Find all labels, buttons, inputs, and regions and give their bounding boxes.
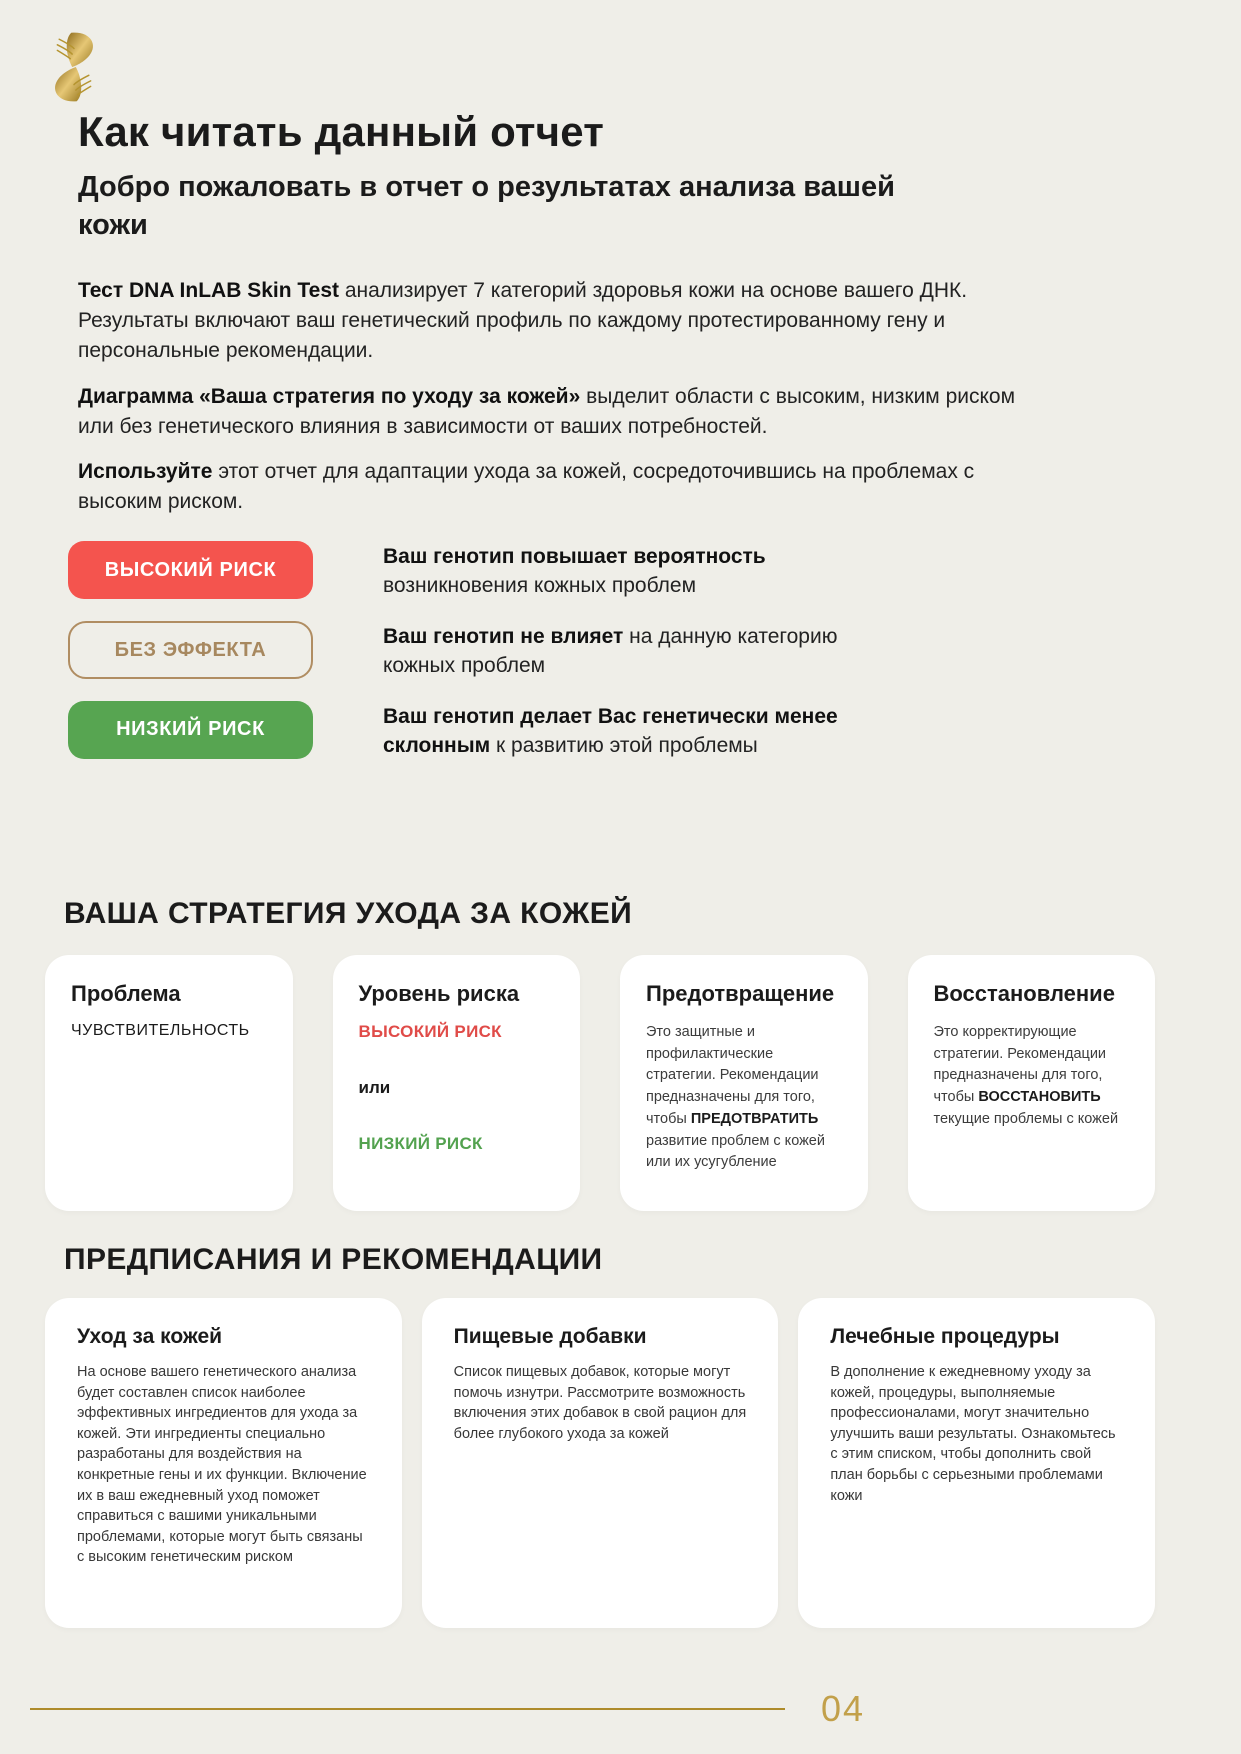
intro-paragraph-2-text: выделит области с высоким, низким риском или без генетического влияния в зависимости от ваших потребностей. xyxy=(78,384,1016,438)
strategy-card-problem xyxy=(45,955,293,1211)
intro-paragraph-3 xyxy=(78,457,1028,517)
legend-row-no-effect xyxy=(68,621,1155,681)
footer-divider xyxy=(30,1708,785,1711)
intro-paragraph-3-lead: Используйте xyxy=(78,460,213,484)
strategy-cards xyxy=(45,955,1155,1211)
intro-paragraph-1-lead: Тест DNA InLAB Skin Test xyxy=(78,279,339,303)
or-label: или xyxy=(358,1077,391,1097)
treatments-body: В дополнение к ежедневному уходу за кожей, процедуры, выполняемые профессионалами, могут значительно улучшить ваши результаты. Ознакомьтесь с этим списком, чтобы дополнить свой план борьбы с серьезными проблемами кожи xyxy=(830,1364,1116,1504)
no-effect-description xyxy=(383,623,863,681)
prevention-body-pre: Это защитные и профилактические стратегии. Рекомендации предназначены для того, чтобы xyxy=(646,1023,819,1127)
risk-level-high-label: ВЫСОКИЙ РИСК xyxy=(358,1021,502,1041)
high-risk-description xyxy=(383,543,863,601)
prescription-card-skincare xyxy=(45,1298,402,1628)
prevention-body-bold: ПРЕДОТВРАТИТЬ xyxy=(690,1110,819,1127)
problem-value: ЧУВСТВИТЕЛЬНОСТЬ xyxy=(71,1021,250,1039)
low-risk-description-bold: Ваш генотип делает Вас генетически менее склонным xyxy=(383,704,838,757)
no-effect-description-bold: Ваш генотип не влияет xyxy=(383,625,624,649)
page-footer xyxy=(0,1688,1241,1730)
low-risk-badge: НИЗКИЙ РИСК xyxy=(68,701,313,759)
section-title-strategy: ВАША СТРАТЕГИЯ УХОДА ЗА КОЖЕЙ xyxy=(64,896,633,930)
prevention-body-post: развитие проблем с кожей или их усугубление xyxy=(646,1132,825,1171)
intro-paragraph-1-text: анализирует 7 категорий здоровья кожи на основе вашего ДНК. Результаты включают ваш генетический профиль по каждому протестированному гену и персональные рекомендации. xyxy=(78,279,968,363)
skincare-body: На основе вашего генетического анализа будет составлен список наиболее эффективных ингредиентов для ухода за кожей. Эти ингредиенты специально разработаны для воздействия на конкретные гены и их функции. Включение их в ваш ежедневный уход поможет справиться с вашими уникальными проблемами, которые могут быть связаны с высоким генетическим риском xyxy=(77,1364,367,1566)
page-subtitle: Добро пожаловать в отчет о результатах анализа вашей кожи xyxy=(78,171,895,241)
prescription-card-supplements xyxy=(422,1298,779,1628)
intro-paragraph-2-lead: Диаграмма «Ваша стратегия по уходу за кожей» xyxy=(78,384,581,408)
legend-row-low-risk xyxy=(68,701,1155,761)
restoration-body-post: текущие проблемы с кожей xyxy=(933,1110,1119,1127)
strategy-card-restoration xyxy=(908,955,1156,1211)
risk-level-low-label: НИЗКИЙ РИСК xyxy=(358,1133,483,1153)
card-title: Проблема xyxy=(71,981,181,1007)
intro-paragraph-2 xyxy=(78,382,1028,442)
high-risk-description-bold: Ваш генотип повышает вероятность xyxy=(383,545,766,569)
intro-paragraph-3-text: этот отчет для адаптации ухода за кожей, сосредоточившись на проблемах с высоким риском. xyxy=(78,460,975,514)
card-title: Предотвращение xyxy=(646,981,835,1007)
low-risk-description-rest: к развитию этой проблемы xyxy=(490,733,758,757)
high-risk-description-rest: возникновения кожных проблем xyxy=(383,574,697,598)
prescription-card-treatments xyxy=(798,1298,1155,1628)
legend-row-high-risk xyxy=(68,541,1155,601)
no-effect-badge: БЕЗ ЭФФЕКТА xyxy=(68,621,313,679)
restoration-body xyxy=(934,1022,1132,1131)
dna-helix-icon xyxy=(45,30,103,104)
prevention-body xyxy=(646,1022,844,1174)
card-title: Уровень риска xyxy=(358,981,520,1007)
prescription-cards xyxy=(45,1298,1155,1628)
card-title: Пищевые добавки xyxy=(453,1324,647,1348)
supplements-body: Список пищевых добавок, которые могут помочь изнутри. Рассмотрите возможность включения этих добавок в свой рацион для более глубокого ухода за кожей xyxy=(453,1364,747,1442)
low-risk-description xyxy=(383,703,863,761)
card-title: Уход за кожей xyxy=(77,1324,223,1348)
strategy-card-risk-level xyxy=(333,955,581,1211)
high-risk-badge: ВЫСОКИЙ РИСК xyxy=(68,541,313,599)
card-title: Восстановление xyxy=(933,981,1115,1007)
section-title-prescriptions: ПРЕДПИСАНИЯ И РЕКОМЕНДАЦИИ xyxy=(64,1243,603,1277)
restoration-body-pre: Это корректирующие стратегии. Рекомендации предназначены для того, чтобы xyxy=(933,1023,1107,1106)
no-effect-description-rest: на данную категорию кожных проблем xyxy=(383,625,838,677)
page-title: Как читать данный отчет xyxy=(78,108,605,155)
restoration-body-bold: ВОССТАНОВИТЬ xyxy=(978,1089,1101,1106)
strategy-card-prevention xyxy=(620,955,868,1211)
page-number: 04 xyxy=(821,1688,866,1729)
intro-paragraph-1 xyxy=(78,276,1028,365)
risk-legend xyxy=(68,541,1155,761)
card-title: Лечебные процедуры xyxy=(830,1324,1060,1348)
